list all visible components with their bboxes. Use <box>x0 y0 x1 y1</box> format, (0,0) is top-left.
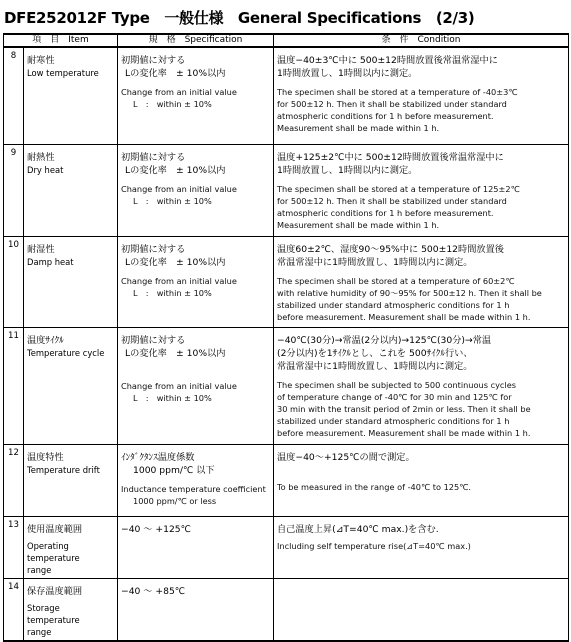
spec-cell <box>118 445 274 517</box>
cond-jp-line: 常温常湿中に1時間放置し、1時間以内に測定。 <box>277 257 473 268</box>
cond-en-line: for 500±12 h. Then it shall be stabilized under standard <box>277 99 507 109</box>
spec-jp-line: 初期値に対する <box>121 335 186 346</box>
row-number: 9 <box>4 145 24 237</box>
spec-jp-line: 初期値に対する <box>121 55 186 66</box>
cond-en-line: of temperature change of -40℃ for 30 min and 125℃ for <box>277 392 512 402</box>
spec-jp-line: 初期値に対する <box>121 152 186 163</box>
cond-en-line: before measurement. Measurement shall be made within 1 h. <box>277 312 531 322</box>
cond-en-line: with relative humidity of 90～95% for 500±12 h. Then it shall be <box>277 288 542 298</box>
spec-jp-line: Lの変化率 ± 10%以内 <box>125 348 226 359</box>
row-number: 11 <box>4 328 24 445</box>
cond-jp-line: (2分以内)を1ｻｲｸﾙとし、これを 500ｻｲｸﾙ行い、 <box>277 348 473 359</box>
cond-en-line: before measurement. Measurement shall be made within 1 h. <box>277 428 531 438</box>
cond-en-line: Including self temperature rise(⊿T=40℃ max.) <box>277 541 471 551</box>
spec-en-line: Inductance temperature coefficient <box>121 484 266 494</box>
condition-cell <box>274 445 569 517</box>
header-item: 項 目 Item <box>4 34 118 47</box>
cond-jp-line: 温度+125±2℃中に 500±12時間放置後常温常湿中に <box>277 152 504 163</box>
item-name-jp: 保存温度範囲 <box>27 586 83 597</box>
spec-en-line: L : within ± 10% <box>133 99 212 109</box>
row-number: 13 <box>4 517 24 579</box>
cond-jp-line: 温度60±2℃、湿度90～95%中に 500±12時間放置後 <box>277 244 504 255</box>
item-cell <box>24 145 118 237</box>
cond-jp-line: 1時間放置し、1時間以内に測定。 <box>277 68 418 79</box>
table-row <box>4 328 569 445</box>
condition-cell <box>274 145 569 237</box>
spec-cell <box>118 517 274 579</box>
spec-en-line: Change from an initial value <box>121 381 237 391</box>
item-name-jp: 耐寒性 <box>27 55 55 66</box>
item-name-jp: 温度ｻｲｸﾙ <box>27 335 64 346</box>
header-condition: 条 件 Condition <box>274 34 569 47</box>
spec-en-line: L : within ± 10% <box>133 288 212 298</box>
condition-cell <box>274 47 569 145</box>
spec-en-line: L : within ± 10% <box>133 393 212 403</box>
item-name-en: Temperature drift <box>27 465 100 475</box>
spec-cell <box>118 237 274 328</box>
cond-en-line: The specimen shall be stored at a temperature of 60±2℃ <box>277 276 515 286</box>
item-cell <box>24 517 118 579</box>
cond-en-line: Measurement shall be made within 1 h. <box>277 123 440 133</box>
spec-en-line: Change from an initial value <box>121 87 237 97</box>
row-number: 12 <box>4 445 24 517</box>
cond-en-line: atmospheric conditions for 1 h before measurement. <box>277 111 494 121</box>
cond-jp-line: 温度−40±3℃中に 500±12時間放置後常温常湿中に <box>277 55 498 66</box>
spec-cell <box>118 579 274 642</box>
item-cell <box>24 237 118 328</box>
spec-en-line: Change from an initial value <box>121 276 237 286</box>
item-name-jp: 温度特性 <box>27 452 64 463</box>
spec-table <box>3 33 569 642</box>
cond-en-line: The specimen shall be stored at a temperature of 125±2℃ <box>277 184 520 194</box>
cond-en-line: 30 min with the transit period of 2min or less. Then it shall be <box>277 404 531 414</box>
cond-jp-line: 1時間放置し、1時間以内に測定。 <box>277 165 418 176</box>
cond-en-line: stabilized under standard atmospheric conditions for 1 h <box>277 300 510 310</box>
cond-en-line: atmospheric conditions for 1 h before measurement. <box>277 208 494 218</box>
row-number: 14 <box>4 579 24 642</box>
spec-jp-line: 1000 ppm/℃ 以下 <box>133 465 215 476</box>
row-number: 8 <box>4 47 24 145</box>
item-cell <box>24 328 118 445</box>
cond-jp-line: 温度−40～+125℃の間で測定。 <box>277 452 415 463</box>
item-name-en: Damp heat <box>27 257 74 267</box>
spec-en-line: L : within ± 10% <box>133 196 212 206</box>
item-cell <box>24 445 118 517</box>
row-number: 10 <box>4 237 24 328</box>
table-row <box>4 579 569 642</box>
condition-cell <box>274 237 569 328</box>
spec-jp-line: Lの変化率 ± 10%以内 <box>125 165 226 176</box>
table-row <box>4 145 569 237</box>
item-name-jp: 耐熱性 <box>27 152 55 163</box>
item-name-en: Storage temperature <box>27 603 80 625</box>
item-name-en: Low temperature <box>27 68 99 78</box>
spec-jp-line: Lの変化率 ± 10%以内 <box>125 257 226 268</box>
item-cell <box>24 47 118 145</box>
spec-jp-line: Lの変化率 ± 10%以内 <box>125 68 226 79</box>
document-title: DFE252012F Type 一般仕様 General Specifications (2/3) <box>4 9 475 27</box>
spec-en-line: Change from an initial value <box>121 184 237 194</box>
spec-jp-line: ｲﾝﾀﾞｸﾀﾝｽ温度係数 <box>121 452 195 463</box>
cond-en-line: The specimen shall be stored at a temperature of -40±3℃ <box>277 87 518 97</box>
cond-en-line: To be measured in the range of -40℃ to 125℃. <box>277 482 471 492</box>
table-row <box>4 47 569 145</box>
item-name-jp: 使用温度範囲 <box>27 524 83 535</box>
item-name-en: Operating temperature <box>27 541 80 563</box>
item-name-en: Temperature cycle <box>27 348 105 358</box>
spec-cell <box>118 328 274 445</box>
cond-en-line: The specimen shall be subjected to 500 continuous cycles <box>277 380 516 390</box>
cond-jp-line: −40℃(30分)→常温(2分以内)→125℃(30分)→常温 <box>277 335 492 346</box>
table-row <box>4 445 569 517</box>
cond-en-line: for 500±12 h. Then it shall be stabilized under standard <box>277 196 507 206</box>
table-header-row <box>4 34 569 47</box>
cond-en-line: stabilized under standard atmospheric conditions for 1 h <box>277 416 510 426</box>
spec-cell <box>118 47 274 145</box>
condition-cell <box>274 328 569 445</box>
condition-cell <box>274 517 569 579</box>
spec-value: −40 ～ +125℃ <box>121 524 191 535</box>
item-cell <box>24 579 118 642</box>
spec-jp-line: 初期値に対する <box>121 244 186 255</box>
item-name-en: range <box>27 627 52 637</box>
item-name-jp: 耐湿性 <box>27 244 55 255</box>
item-name-en: range <box>27 565 52 575</box>
item-name-en: Dry heat <box>27 165 64 175</box>
spec-value: −40 ～ +85℃ <box>121 586 186 597</box>
spec-en-line: 1000 ppm/℃ or less <box>133 496 217 506</box>
cond-en-line: Measurement shall be made within 1 h. <box>277 220 440 230</box>
table-row <box>4 517 569 579</box>
condition-cell <box>274 579 569 642</box>
cond-jp-line: 自己温度上昇(⊿T=40℃ max.)を含む. <box>277 524 439 535</box>
header-spec: 規 格 Specification <box>118 34 274 47</box>
spec-cell <box>118 145 274 237</box>
cond-jp-line: 常温常湿中に1時間放置し、1時間以内に測定。 <box>277 361 473 372</box>
table-row <box>4 237 569 328</box>
